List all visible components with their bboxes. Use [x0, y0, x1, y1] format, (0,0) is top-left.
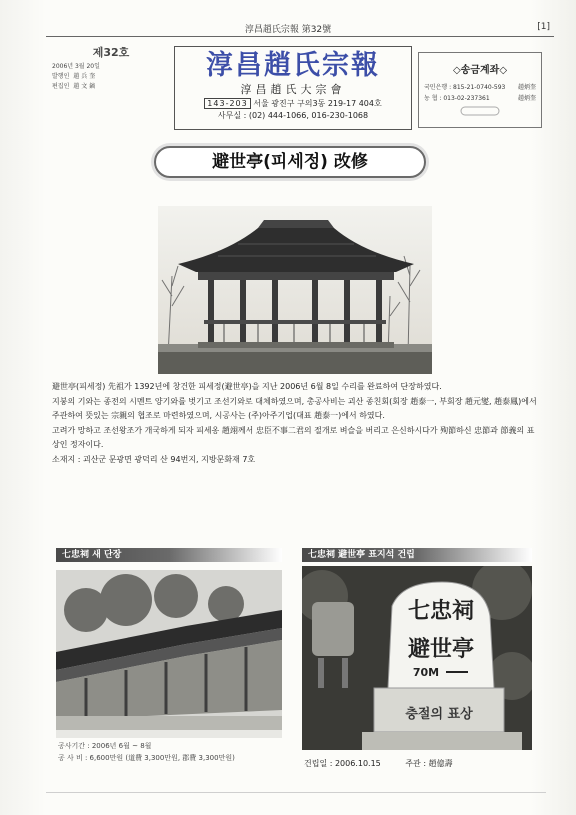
monument-photo: [302, 566, 532, 750]
stamp-mark: [419, 106, 541, 118]
masthead: [174, 46, 412, 130]
caption-build-date: 건립일 : 2006.10.15: [304, 759, 381, 768]
article-paragraph: 소재지 : 괴산군 문광면 광덕리 산 94번지, 지방문화재 7호: [52, 454, 256, 464]
stamp-icon: [460, 106, 500, 116]
account-row-kb: [419, 82, 541, 93]
stone-text-line2: 避世亭: [407, 636, 475, 662]
postal-code: 143-203: [204, 98, 250, 109]
article-headline: 避世亭(피세정) 改修: [154, 146, 426, 178]
section-title-left: 七忠祠 새 단장: [56, 548, 282, 562]
account-title: ◇송금계좌◇: [452, 65, 508, 76]
account-bank: 국민은행 : 815-21-0740-593: [424, 84, 506, 91]
publisher-label: 발행인: [52, 73, 70, 80]
masthead-subtitle: 淳昌趙氏大宗會: [240, 83, 346, 96]
office-tel: 사무실 : (02) 444-1066, 016-230-1068: [217, 111, 369, 120]
running-title: 淳昌趙氏宗報 第32號: [244, 25, 332, 35]
pavilion-illustration: [158, 206, 432, 374]
account-bank: 농 협 : 013-02-237361: [424, 95, 490, 102]
masthead-address-line: [175, 98, 411, 110]
masthead-address: 서울 광진구 구의3동 219-17 404호: [253, 99, 382, 108]
account-holder: 趙炳奎: [517, 84, 536, 91]
editor-label: 편집인: [52, 83, 70, 90]
monument-caption: [304, 758, 534, 769]
publisher-row: [52, 72, 170, 82]
account-row-nh: [419, 93, 541, 104]
caption-host: 주관 : 趙億壽: [405, 759, 453, 768]
shrine-photo: [56, 570, 282, 738]
remittance-account-box: [418, 52, 542, 128]
monument-illustration: [302, 566, 532, 750]
article-paragraph: 避世亭(피세정) 先祖가 1392년에 창건한 피세정(避世亭)을 지난 2006년 6월 8일 수리를 완료하여 단장하였다.: [52, 382, 442, 391]
shrine-caption: [58, 740, 288, 764]
section-title-right: 七忠祠 避世亭 표지석 건립: [302, 548, 532, 562]
issue-number: 제32호: [92, 46, 130, 59]
editor-row: [52, 82, 170, 92]
account-holder: 趙炳奎: [517, 95, 536, 102]
caption-period: 공사기간 : 2006년 6월 ~ 8월: [58, 742, 152, 750]
page-number: [1]: [537, 22, 550, 32]
issue-date-row: [52, 62, 170, 72]
masthead-title: 淳昌趙氏宗報: [206, 50, 380, 81]
stone-base-text: 충절의 표상: [405, 707, 473, 722]
shrine-illustration: [56, 570, 282, 738]
stone-text-line1: 七忠祠: [407, 598, 475, 624]
caption-cost: 공 사 비 : 6,600만원 (道費 3,300만원, 郡費 3,300만원): [58, 754, 235, 762]
article-body: [52, 380, 542, 467]
publisher-name: 趙 兵 奎: [73, 73, 96, 80]
article-paragraph: 지붕의 기와는 종전의 시멘트 양기와를 벗기고 조선기와로 대체하였으며, 총공사비는 괴산 종친회(회장 趙泰一, 부회장 趙元燮, 趙泰鳳)에서 주관하여 뜻있는 宗親의 협조로 마련하였으며, 시공사는 (주)아주기업(대표 趙泰一)에서 하였다.: [52, 396, 537, 420]
editor-name: 趙 文 鎬: [73, 83, 96, 90]
issue-date: 2006년 3월 20일: [52, 63, 100, 70]
stone-distance: 70M: [412, 666, 440, 679]
header-rule: [46, 36, 554, 37]
footer-rule: [46, 792, 546, 793]
issue-info-box: [52, 46, 170, 126]
pavilion-photo: [158, 206, 432, 374]
article-paragraph: 고려가 망하고 조선왕조가 개국하게 되자 피세옹 趙翊께서 忠臣不事二君의 절개로 벼슬을 버리고 은신하시다가 殉節하신 忠節과 節義의 표상인 정자이다.: [52, 425, 535, 449]
